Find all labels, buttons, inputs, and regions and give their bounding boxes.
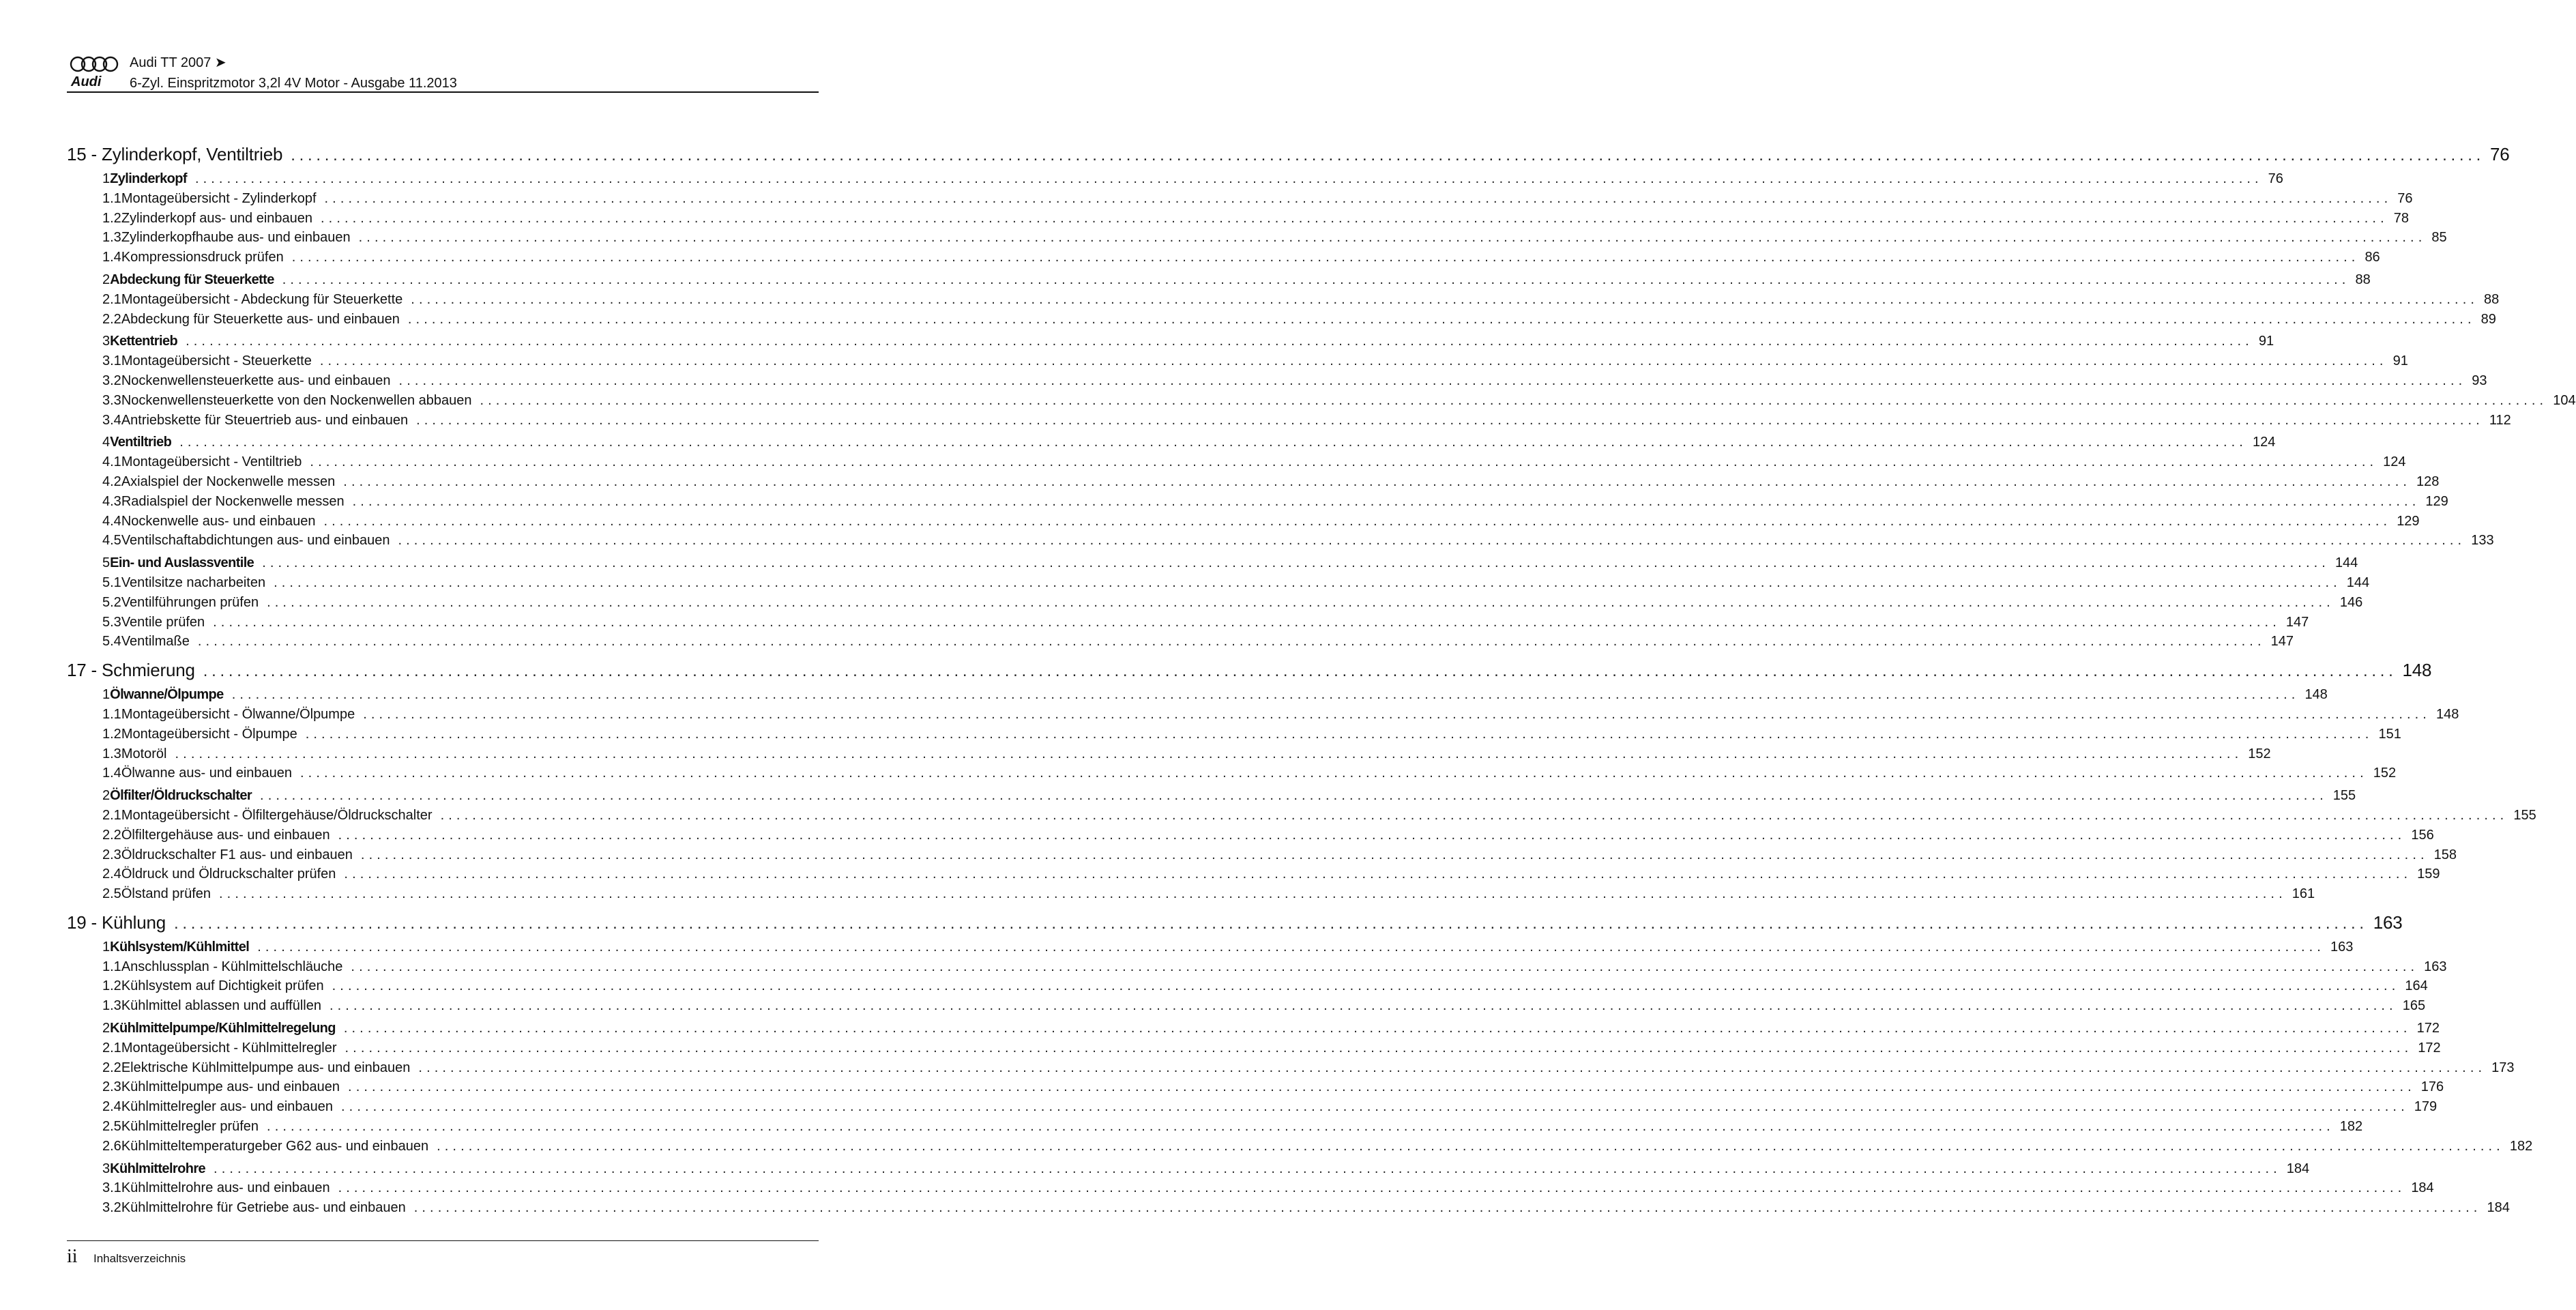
entry-title: Anschlussplan - Kühlmittelschläuche	[121, 959, 343, 974]
entry-title: Ventiltrieb	[110, 435, 172, 450]
entry-page-number: 76	[2397, 190, 2413, 206]
entry-page-number: 173	[2491, 1060, 2515, 1075]
entry-title: Elektrische Kühlmittelpumpe aus- und einbauen	[121, 1060, 411, 1075]
leader-dots: ....................................................................................................................................................................................................................................................................	[416, 412, 2484, 428]
entry-page-number: 164	[2405, 978, 2428, 994]
entry-number: 3	[102, 334, 111, 349]
toc-section[interactable]	[67, 1159, 2310, 1179]
entry-title: Motoröl	[121, 746, 167, 761]
entry-number: 1.2	[102, 726, 121, 742]
footer-divider	[67, 1240, 819, 1241]
entry-title: Ölwanne/Ölpumpe	[110, 687, 224, 703]
leader-dots: ....................................................................................................................................................................................................................................................................	[203, 662, 2397, 681]
leader-dots: ....................................................................................................................................................................................................................................................................	[407, 311, 2476, 327]
entry-page-number: 85	[2431, 230, 2447, 246]
entry-title: Kühlmittelregler prüfen	[121, 1119, 259, 1135]
leader-dots: ....................................................................................................................................................................................................................................................................	[480, 392, 2548, 408]
entry-page-number: 144	[2334, 555, 2358, 571]
leader-dots: ....................................................................................................................................................................................................................................................................	[175, 746, 2243, 761]
entry-number: 2.5	[102, 1119, 121, 1135]
leader-dots: ....................................................................................................................................................................................................................................................................	[363, 706, 2431, 722]
toc-subsection[interactable]	[67, 725, 2401, 744]
toc-subsection[interactable]	[67, 1198, 2510, 1218]
leader-dots: ....................................................................................................................................................................................................................................................................	[300, 766, 2368, 781]
toc-subsection[interactable]	[67, 996, 2426, 1016]
toc-subsection[interactable]	[67, 189, 2413, 209]
entry-page-number: 93	[2472, 373, 2487, 388]
entry-title: Kühlmittelpumpe aus- und einbauen	[121, 1079, 340, 1095]
entry-number: 2.2	[102, 827, 121, 843]
leader-dots: ....................................................................................................................................................................................................................................................................	[351, 959, 2419, 974]
entry-title: Abdeckung für Steuerkette	[110, 272, 274, 287]
entry-number: 2.6	[102, 1138, 121, 1154]
entry-title: Montageübersicht - Steuerkette	[121, 353, 312, 369]
entry-number: 2	[102, 272, 111, 287]
leader-dots: ....................................................................................................................................................................................................................................................................	[329, 998, 2397, 1014]
toc-subsection[interactable]	[67, 1097, 2438, 1117]
header-subtitle: 6-Zyl. Einspritzmotor 3,2l 4V Motor - Ausgabe 11.2013	[130, 76, 457, 91]
leader-dots: ....................................................................................................................................................................................................................................................................	[343, 474, 2412, 489]
leader-dots: ....................................................................................................................................................................................................................................................................	[231, 687, 2300, 703]
toc-section[interactable]	[67, 270, 2371, 290]
entry-title: Zylinderkopf aus- und einbauen	[121, 210, 312, 226]
toc-subsection[interactable]	[67, 1137, 2533, 1156]
entry-page-number: 124	[2383, 454, 2406, 470]
leader-dots: ....................................................................................................................................................................................................................................................................	[398, 373, 2467, 388]
entry-page-number: 184	[2411, 1180, 2434, 1196]
entry-page-number: 91	[2258, 334, 2274, 349]
entry-title: Ventilsitze nacharbeiten	[121, 574, 266, 590]
chapter-title: 17 - Schmierung	[67, 660, 195, 681]
toc-section[interactable]	[67, 1019, 2440, 1038]
toc-subsection[interactable]	[67, 744, 2271, 764]
leader-dots: ....................................................................................................................................................................................................................................................................	[257, 939, 2325, 955]
toc-section[interactable]	[67, 685, 2328, 705]
toc-chapter[interactable]	[67, 658, 2432, 682]
leader-dots: ....................................................................................................................................................................................................................................................................	[398, 533, 2466, 549]
leader-dots: ....................................................................................................................................................................................................................................................................	[360, 847, 2429, 862]
leader-dots: ....................................................................................................................................................................................................................................................................	[213, 614, 2281, 630]
entry-page-number: 152	[2248, 746, 2271, 761]
leader-dots: ....................................................................................................................................................................................................................................................................	[194, 171, 2263, 186]
leader-dots: ....................................................................................................................................................................................................................................................................	[186, 334, 2253, 349]
entry-title: Kühlsystem/Kühlmittel	[110, 939, 250, 955]
entry-title: Öldruckschalter F1 aus- und einbauen	[121, 847, 353, 862]
entry-page-number: 163	[2424, 959, 2447, 974]
entry-title: Nockenwelle aus- und einbauen	[121, 513, 316, 529]
toc-chapter[interactable]	[67, 142, 2510, 166]
entry-title: Nockenwellensteuerkette aus- und einbauen	[121, 373, 391, 388]
audi-logo-text: Audi	[71, 74, 102, 89]
entry-title: Ventilschaftabdichtungen aus- und einbauen	[121, 533, 390, 549]
entry-page-number: 88	[2484, 291, 2500, 307]
leader-dots: ....................................................................................................................................................................................................................................................................	[282, 272, 2350, 287]
leader-dots: ....................................................................................................................................................................................................................................................................	[260, 788, 2328, 804]
entry-number: 5	[102, 555, 111, 571]
leader-dots: ....................................................................................................................................................................................................................................................................	[321, 210, 2388, 226]
entry-page-number: 176	[2420, 1079, 2444, 1095]
toc-subsection[interactable]	[67, 1117, 2363, 1137]
entry-title: Montageübersicht - Ölfiltergehäuse/Öldruckschalter	[121, 807, 433, 823]
entry-page-number: 172	[2418, 1040, 2441, 1056]
entry-title: Kettentrieb	[110, 334, 178, 349]
entry-page-number: 158	[2433, 847, 2457, 862]
leader-dots: ....................................................................................................................................................................................................................................................................	[291, 146, 2485, 164]
toc-subsection[interactable]	[67, 826, 2434, 845]
entry-number: 4.1	[102, 454, 121, 470]
toc-subsection[interactable]	[67, 209, 2409, 229]
toc-chapter[interactable]	[67, 910, 2403, 935]
entry-page-number: 91	[2392, 353, 2408, 369]
entry-title: Montageübersicht - Zylinderkopf	[121, 190, 317, 206]
entry-number: 2.4	[102, 1099, 121, 1115]
entry-number: 3.3	[102, 392, 121, 408]
entry-page-number: 148	[2304, 687, 2328, 703]
entry-title: Radialspiel der Nockenwelle messen	[121, 493, 345, 509]
entry-page-number: 172	[2416, 1021, 2440, 1036]
toc-section[interactable]	[67, 433, 2276, 452]
entry-title: Kühlmittelrohre	[110, 1161, 206, 1176]
entry-title: Antriebskette für Steuertrieb aus- und einbauen	[121, 412, 409, 428]
entry-page-number: 155	[2332, 788, 2356, 804]
toc-section[interactable]	[67, 332, 2274, 351]
leader-dots: ....................................................................................................................................................................................................................................................................	[341, 1099, 2409, 1115]
entry-title: Montageübersicht - Ventiltrieb	[121, 454, 302, 470]
toc-subsection[interactable]	[67, 391, 2576, 411]
toc-section[interactable]	[67, 169, 2283, 189]
toc-subsection[interactable]	[67, 411, 2511, 431]
entry-page-number: 184	[2286, 1161, 2310, 1176]
entry-title: Montageübersicht - Ölwanne/Ölpumpe	[121, 706, 355, 722]
entry-number: 1	[102, 939, 111, 955]
entry-number: 2.3	[102, 1079, 121, 1095]
entry-title: Montageübersicht - Kühlmittelregler	[121, 1040, 337, 1056]
leader-dots: ....................................................................................................................................................................................................................................................................	[352, 493, 2420, 509]
leader-dots: ....................................................................................................................................................................................................................................................................	[411, 291, 2479, 307]
entry-page-number: 179	[2414, 1099, 2438, 1115]
entry-page-number: 129	[2425, 493, 2448, 509]
toc-subsection[interactable]	[67, 593, 2363, 613]
toc-subsection[interactable]	[67, 472, 2440, 492]
chapter-page-number: 148	[2402, 660, 2432, 681]
leader-dots: ....................................................................................................................................................................................................................................................................	[274, 574, 2341, 590]
entry-number: 5.1	[102, 574, 121, 590]
toc-subsection[interactable]	[67, 763, 2397, 783]
entry-title: Ölstand prüfen	[121, 886, 211, 902]
toc-subsection[interactable]	[67, 1178, 2434, 1198]
entry-page-number: 86	[2365, 250, 2380, 265]
entry-number: 2.1	[102, 291, 121, 307]
chapter-title: 19 - Kühlung	[67, 912, 166, 933]
entry-page-number: 182	[2339, 1119, 2363, 1135]
leader-dots: ....................................................................................................................................................................................................................................................................	[324, 190, 2392, 206]
leader-dots: ....................................................................................................................................................................................................................................................................	[344, 867, 2412, 882]
entry-number: 2.4	[102, 867, 121, 882]
toc-subsection[interactable]	[67, 957, 2447, 977]
leader-dots: ....................................................................................................................................................................................................................................................................	[413, 1200, 2482, 1216]
entry-title: Zylinderkopfhaube aus- und einbauen	[121, 230, 351, 246]
leader-dots: ....................................................................................................................................................................................................................................................................	[348, 1079, 2416, 1095]
leader-dots: ....................................................................................................................................................................................................................................................................	[338, 827, 2406, 843]
leader-dots: ....................................................................................................................................................................................................................................................................	[437, 1138, 2504, 1154]
toc-subsection[interactable]	[67, 531, 2494, 551]
entry-page-number: 163	[2330, 939, 2354, 955]
leader-dots: ....................................................................................................................................................................................................................................................................	[267, 1119, 2334, 1135]
header-divider	[67, 91, 819, 93]
chapter-title: 15 - Zylinderkopf, Ventiltrieb	[67, 144, 283, 164]
entry-page-number: 156	[2411, 827, 2434, 843]
entry-number: 2.1	[102, 1040, 121, 1056]
entry-title: Ventilführungen prüfen	[121, 594, 259, 610]
toc-section[interactable]	[67, 937, 2354, 957]
entry-number: 2.3	[102, 847, 121, 862]
entry-title: Abdeckung für Steuerkette aus- und einbauen	[121, 311, 400, 327]
entry-title: Kühlmittelpumpe/Kühlmittelregelung	[110, 1021, 336, 1036]
entry-number: 3.2	[102, 1200, 121, 1216]
toc-subsection[interactable]	[67, 310, 2496, 330]
toc-subsection[interactable]	[67, 228, 2447, 248]
entry-page-number: 104	[2553, 392, 2576, 408]
toc-subsection[interactable]	[67, 492, 2448, 512]
leader-dots: ....................................................................................................................................................................................................................................................................	[214, 1161, 2281, 1176]
entry-number: 3.1	[102, 353, 121, 369]
entry-title: Ölfiltergehäuse aus- und einbauen	[121, 827, 330, 843]
entry-title: Kühlmittelrohre für Getriebe aus- und einbauen	[121, 1200, 406, 1216]
footer-label: Inhaltsverzeichnis	[93, 1252, 186, 1265]
entry-page-number: 182	[2509, 1138, 2533, 1154]
entry-title: Axialspiel der Nockenwelle messen	[121, 474, 336, 489]
entry-page-number: 151	[2378, 726, 2401, 742]
toc-subsection[interactable]	[67, 248, 2380, 267]
leader-dots: ....................................................................................................................................................................................................................................................................	[343, 1021, 2412, 1036]
toc-subsection[interactable]	[67, 1038, 2441, 1058]
entry-number: 5.3	[102, 614, 121, 630]
entry-number: 1.3	[102, 998, 121, 1014]
entry-title: Kühlsystem auf Dichtigkeit prüfen	[121, 978, 324, 994]
leader-dots: ....................................................................................................................................................................................................................................................................	[305, 726, 2373, 742]
entry-number: 1.1	[102, 190, 121, 206]
entry-page-number: 184	[2487, 1200, 2510, 1216]
entry-number: 2	[102, 788, 111, 804]
entry-number: 4	[102, 435, 111, 450]
entry-page-number: 144	[2346, 574, 2370, 590]
entry-number: 5.4	[102, 634, 121, 650]
entry-number: 1.3	[102, 230, 121, 246]
footer-page-numeral: ii	[67, 1246, 78, 1267]
chapter-page-number: 163	[2373, 912, 2403, 933]
entry-number: 1	[102, 687, 111, 703]
entry-title: Montageübersicht - Abdeckung für Steuerkette	[121, 291, 403, 307]
entry-page-number: 155	[2513, 807, 2536, 823]
entry-title: Ventilmaße	[121, 634, 190, 650]
toc-subsection[interactable]	[67, 705, 2459, 725]
entry-number: 1.1	[102, 959, 121, 974]
entry-number: 1.3	[102, 746, 121, 761]
entry-title: Kühlmitteltemperaturgeber G62 aus- und einbauen	[121, 1138, 429, 1154]
toc-subsection[interactable]	[67, 806, 2536, 826]
entry-title: Kompressionsdruck prüfen	[121, 250, 284, 265]
toc-section[interactable]	[67, 553, 2358, 573]
entry-number: 4.2	[102, 474, 121, 489]
leader-dots: ....................................................................................................................................................................................................................................................................	[418, 1060, 2487, 1075]
toc-subsection[interactable]	[67, 452, 2406, 472]
entry-page-number: 124	[2252, 435, 2276, 450]
entry-page-number: 88	[2355, 272, 2371, 287]
entry-page-number: 76	[2268, 171, 2283, 186]
toc-subsection[interactable]	[67, 371, 2487, 391]
toc-subsection[interactable]	[67, 573, 2370, 593]
table-of-contents	[67, 142, 2576, 1218]
entry-number: 3.4	[102, 412, 121, 428]
entry-page-number: 133	[2471, 533, 2494, 549]
entry-number: 3.1	[102, 1180, 121, 1196]
entry-number: 3	[102, 1161, 111, 1176]
entry-number: 2.2	[102, 311, 121, 327]
leader-dots: ....................................................................................................................................................................................................................................................................	[323, 513, 2392, 529]
entry-number: 2	[102, 1021, 111, 1036]
entry-number: 1	[102, 171, 111, 186]
entry-number: 4.3	[102, 493, 121, 509]
toc-subsection[interactable]	[67, 845, 2457, 865]
toc-subsection[interactable]	[67, 632, 2294, 652]
leader-dots: ....................................................................................................................................................................................................................................................................	[262, 555, 2330, 571]
leader-dots: ....................................................................................................................................................................................................................................................................	[338, 1180, 2406, 1196]
entry-title: Kühlmittel ablassen und auffüllen	[121, 998, 321, 1014]
entry-page-number: 89	[2480, 311, 2496, 327]
leader-dots: ....................................................................................................................................................................................................................................................................	[358, 230, 2427, 246]
entry-number: 4.4	[102, 513, 121, 529]
entry-number: 1.4	[102, 766, 121, 781]
leader-dots: ....................................................................................................................................................................................................................................................................	[197, 634, 2266, 650]
entry-title: Kühlmittelregler aus- und einbauen	[121, 1099, 334, 1115]
entry-number: 2.5	[102, 886, 121, 902]
toc-subsection[interactable]	[67, 290, 2500, 310]
toc-subsection[interactable]	[67, 864, 2440, 884]
entry-page-number: 78	[2393, 210, 2409, 226]
entry-title: Ventile prüfen	[121, 614, 205, 630]
audi-logo	[68, 56, 128, 89]
entry-title: Kühlmittelrohre aus- und einbauen	[121, 1180, 330, 1196]
entry-page-number: 152	[2373, 766, 2397, 781]
entry-title: Öldruck und Öldruckschalter prüfen	[121, 867, 336, 882]
entry-number: 1.2	[102, 978, 121, 994]
toc-subsection[interactable]	[67, 1077, 2444, 1097]
leader-dots: ....................................................................................................................................................................................................................................................................	[219, 886, 2287, 902]
leader-dots: ....................................................................................................................................................................................................................................................................	[267, 594, 2334, 610]
entry-number: 3.2	[102, 373, 121, 388]
leader-dots: ....................................................................................................................................................................................................................................................................	[345, 1040, 2413, 1056]
entry-title: Zylinderkopf	[110, 171, 187, 186]
entry-number: 2.1	[102, 807, 121, 823]
leader-dots: ....................................................................................................................................................................................................................................................................	[174, 914, 2368, 933]
entry-page-number: 112	[2489, 412, 2511, 428]
entry-title: Nockenwellensteuerkette von den Nockenwellen abbauen	[121, 392, 472, 408]
header-title: Audi TT 2007 ➤	[130, 55, 226, 70]
leader-dots: ....................................................................................................................................................................................................................................................................	[310, 454, 2378, 470]
leader-dots: ....................................................................................................................................................................................................................................................................	[319, 353, 2388, 369]
entry-number: 5.2	[102, 594, 121, 610]
leader-dots: ....................................................................................................................................................................................................................................................................	[332, 978, 2400, 994]
entry-page-number: 147	[2270, 634, 2294, 650]
toc-section[interactable]	[67, 786, 2356, 806]
toc-subsection[interactable]	[67, 1058, 2515, 1078]
entry-title: Montageübersicht - Ölpumpe	[121, 726, 297, 742]
entry-number: 1.1	[102, 706, 121, 722]
entry-page-number: 159	[2417, 867, 2440, 882]
leader-dots: ....................................................................................................................................................................................................................................................................	[179, 435, 2247, 450]
toc-subsection[interactable]	[67, 884, 2315, 904]
toc-subsection[interactable]	[67, 613, 2309, 632]
entry-page-number: 147	[2285, 614, 2309, 630]
leader-dots: ....................................................................................................................................................................................................................................................................	[291, 250, 2360, 265]
entry-page-number: 128	[2416, 474, 2440, 489]
entry-page-number: 146	[2339, 594, 2363, 610]
entry-page-number: 161	[2292, 886, 2315, 902]
toc-subsection[interactable]	[67, 351, 2408, 371]
entry-number: 4.5	[102, 533, 121, 549]
entry-page-number: 165	[2402, 998, 2426, 1014]
chapter-page-number: 76	[2489, 144, 2510, 164]
entry-title: Ölfilter/Öldruckschalter	[110, 788, 252, 804]
entry-title: Ein- und Auslassventile	[110, 555, 254, 571]
entry-title: Ölwanne aus- und einbauen	[121, 766, 292, 781]
entry-number: 1.4	[102, 250, 121, 265]
entry-number: 2.2	[102, 1060, 121, 1075]
toc-subsection[interactable]	[67, 976, 2428, 996]
entry-page-number: 129	[2397, 513, 2420, 529]
toc-subsection[interactable]	[67, 512, 2420, 532]
entry-page-number: 148	[2435, 706, 2459, 722]
entry-number: 1.2	[102, 210, 121, 226]
leader-dots: ....................................................................................................................................................................................................................................................................	[440, 807, 2508, 823]
